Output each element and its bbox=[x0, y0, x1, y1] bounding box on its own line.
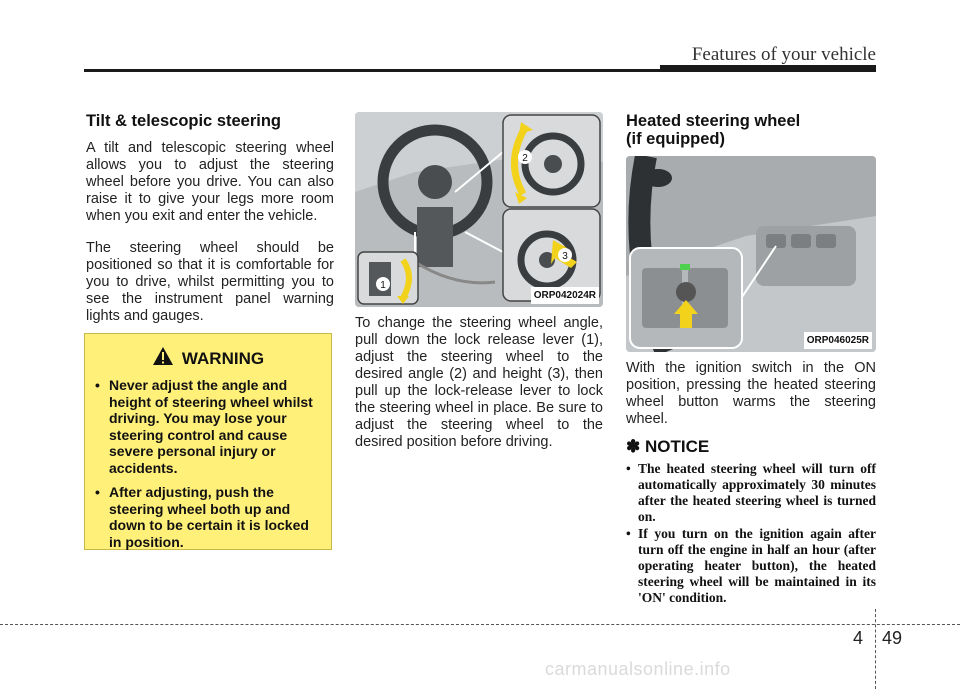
heading-line-1: Heated steering wheel bbox=[626, 112, 801, 130]
section-heading-heated bbox=[626, 112, 876, 148]
watermark: carmanualsonline.info bbox=[545, 659, 731, 679]
warning-header bbox=[95, 346, 321, 371]
callout-2: 2 bbox=[522, 153, 528, 164]
column-steering-adjust bbox=[355, 112, 603, 466]
warning-item: • Never adjust the angle and height of steering wheel whilst driving. You may lose your steering control and cause severe personal injury or accidents. bbox=[95, 377, 321, 476]
column-tilt-steering bbox=[86, 112, 334, 340]
footer-separator bbox=[875, 609, 876, 689]
notice-list bbox=[626, 461, 876, 606]
warning-title: WARNING bbox=[181, 348, 265, 368]
header-rule-accent bbox=[660, 65, 876, 72]
header-title: Features of your vehicle bbox=[691, 44, 876, 65]
warning-box bbox=[84, 333, 332, 550]
paragraph-tilt-position: The steering wheel should be positioned so that it is comfortable for you to drive, whilst permitting you to see the instrument panel warning lights and gauges. bbox=[86, 240, 334, 324]
figure-code: ORP042024R bbox=[531, 287, 599, 304]
heading-line-2: (if equipped) bbox=[626, 130, 725, 148]
column-heated-steering bbox=[626, 112, 876, 607]
paragraph-steering-adjust: To change the steering wheel angle, pull down the lock release lever (1), adjust the steering wheel to the desired angle (2) and height (3), then pull up the lock-release lever to lock the steering wheel in place. Be sure to adjust the steering wheel to the desired position before driving. bbox=[355, 315, 603, 450]
paragraph-tilt-intro: A tilt and telescopic steering wheel allows you to adjust the steering wheel before you drive. You can also raise it to give your legs more room when you exit and enter the vehicle. bbox=[86, 140, 334, 224]
warning-triangle-icon bbox=[152, 346, 174, 371]
paragraph-heated: With the ignition switch in the ON position, pressing the heated steering wheel button warms the steering wheel. bbox=[626, 360, 876, 427]
figure-code: ORP046025R bbox=[804, 332, 872, 349]
notice-item: • If you turn on the ignition again after turn off the engine in half an hour (after operating heater button), the heated steering wheel will be maintained in its 'ON' condition. bbox=[626, 526, 876, 606]
figure-steering-adjust bbox=[355, 112, 603, 307]
page-number: 49 bbox=[882, 628, 903, 648]
warning-list bbox=[95, 377, 321, 550]
warning-item: • After adjusting, push the steering wheel both up and down to be certain it is locked in position. bbox=[95, 484, 321, 550]
notice-item: • The heated steering wheel will turn off automatically approximately 30 minutes after the heated steering wheel is turned on. bbox=[626, 461, 876, 525]
callout-3: 3 bbox=[562, 251, 568, 262]
steering-adjust-illustration bbox=[355, 112, 603, 307]
callout-1: 1 bbox=[380, 280, 386, 291]
chapter-number: 4 bbox=[853, 628, 864, 648]
heated-steering-illustration bbox=[626, 156, 876, 352]
footer-rule bbox=[0, 624, 960, 625]
notice-title: ✽ NOTICE bbox=[626, 437, 710, 456]
section-heading-tilt: Tilt & telescopic steering bbox=[86, 112, 282, 130]
figure-heated-steering bbox=[626, 156, 876, 352]
